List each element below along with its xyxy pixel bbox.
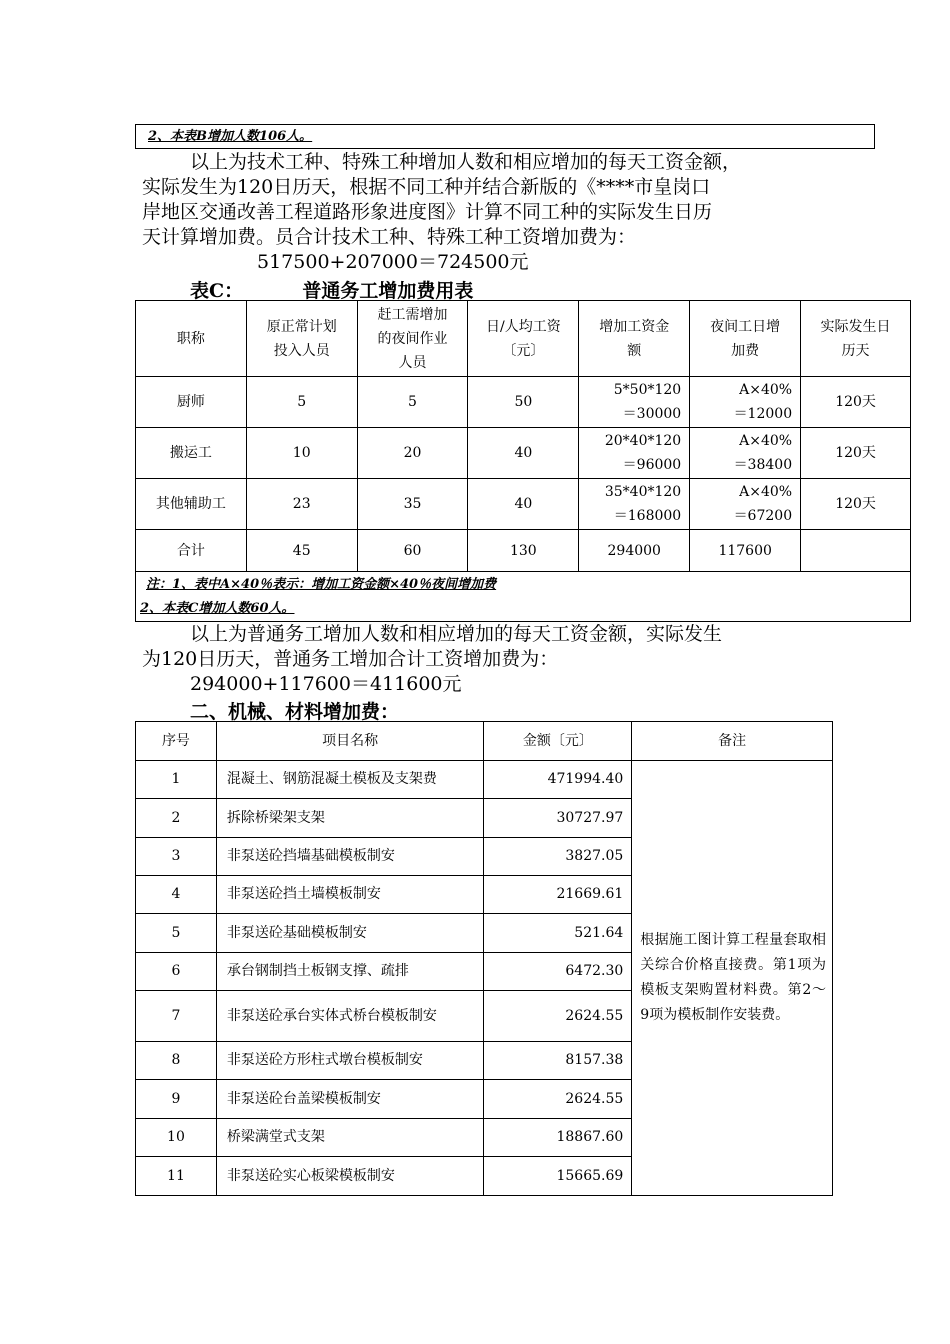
cell-no: 6: [136, 953, 217, 991]
header-planned: 原正常计划 投入人员: [246, 301, 357, 377]
cell-amount: 521.64: [484, 914, 632, 953]
cell-amount: 6472.30: [484, 953, 632, 991]
cell-daily-wage: 40: [468, 428, 579, 479]
cell-planned: 45: [246, 530, 357, 572]
cell-no: 5: [136, 914, 217, 953]
cell-night-fee: 117600: [690, 530, 801, 572]
table-row: [136, 428, 911, 479]
cell-wage-increase: 5*50*120 ＝30000: [579, 377, 690, 428]
cell-no: 3: [136, 838, 217, 876]
header-wage-increase: 增加工资金 额: [579, 301, 690, 377]
cell-no: 10: [136, 1119, 217, 1157]
cell-no: 8: [136, 1042, 217, 1080]
table-c-label: 表C：: [190, 280, 244, 302]
cell-no: 7: [136, 991, 217, 1042]
cell-planned: 5: [246, 377, 357, 428]
cell-amount: 18867.60: [484, 1119, 632, 1157]
cell-name: 承台钢制挡土板钢支撑、疏排: [216, 953, 484, 991]
cell-amount: 471994.40: [484, 761, 632, 799]
header-name: 项目名称: [216, 722, 484, 761]
paragraph-1-line-2: 实际发生为120日历天，根据不同工种并结合新版的《****市皇岗口: [142, 176, 711, 198]
cell-night-extra: 20: [357, 428, 468, 479]
cell-night-extra: 35: [357, 479, 468, 530]
table-c-notes: [136, 572, 911, 622]
cell-actual-days: [801, 530, 911, 572]
cell-amount: 3827.05: [484, 838, 632, 876]
cell-no: 4: [136, 876, 217, 914]
paragraph-1-line-4: 天计算增加费。员合计技术工种、特殊工种工资增加费为：: [142, 226, 637, 248]
header-actual-days: 实际发生日 历天: [801, 301, 911, 377]
machinery-header-row: [136, 722, 833, 761]
cell-wage-increase: 20*40*120 ＝96000: [579, 428, 690, 479]
cell-title: 厨师: [136, 377, 247, 428]
paragraph-1-line-3: 岸地区交通改善工程道路形象进度图》计算不同工种的实际发生日历: [142, 201, 713, 223]
table-c-note-row: [136, 572, 911, 622]
cell-remark: 根据施工图计算工程量套取相关综合价格直接费。第1项为模板支架购置材料费。第2～9项为模板制作安装费。: [632, 761, 833, 1196]
machinery-table: [135, 721, 833, 1196]
cell-daily-wage: 40: [468, 479, 579, 530]
cell-planned: 23: [246, 479, 357, 530]
cell-wage-increase: 35*40*120 ＝168000: [579, 479, 690, 530]
table-c-note-2: 2、本表C增加人数60人。: [140, 600, 295, 616]
header-daily-wage: 日/人均工资 〔元〕: [468, 301, 579, 377]
cell-no: 9: [136, 1080, 217, 1119]
cell-night-fee: A×40% ＝12000: [690, 377, 801, 428]
cell-amount: 30727.97: [484, 799, 632, 838]
table-c-title: 普通务工增加费用表: [302, 280, 474, 302]
table-c-note-1: 注：1、表中A×40％表示：增加工资金额×40％夜间增加费: [146, 576, 497, 592]
cell-amount: 21669.61: [484, 876, 632, 914]
table-b-note-text: 2、本表B增加人数106人。: [148, 129, 313, 144]
cell-title: 其他辅助工: [136, 479, 247, 530]
cell-name: 拆除桥梁架支架: [216, 799, 484, 838]
table-row: [136, 761, 833, 799]
cell-actual-days: 120天: [801, 479, 911, 530]
table-b-note: [135, 124, 875, 149]
paragraph-2-line-1: 以上为普通务工增加人数和相应增加的每天工资金额，实际发生: [190, 623, 723, 645]
cell-name: 非泵送砼方形柱式墩台模板制安: [216, 1042, 484, 1080]
table-row: [136, 479, 911, 530]
cell-name: 混凝土、钢筋混凝土模板及支架费: [216, 761, 484, 799]
cell-name: 非泵送砼实心板梁模板制安: [216, 1157, 484, 1196]
cell-night-fee: A×40% ＝38400: [690, 428, 801, 479]
paragraph-2: [142, 622, 842, 697]
formula-1: 517500+207000＝724500元: [257, 251, 529, 273]
paragraph-1: [142, 150, 842, 275]
cell-night-extra: 60: [357, 530, 468, 572]
cell-amount: 8157.38: [484, 1042, 632, 1080]
cell-name: 非泵送砼基础模板制安: [216, 914, 484, 953]
cell-title: 搬运工: [136, 428, 247, 479]
cell-daily-wage: 50: [468, 377, 579, 428]
cell-name: 非泵送砼承台实体式桥台模板制安: [216, 991, 484, 1042]
paragraph-2-line-2: 为120日历天，普通务工增加合计工资增加费为：: [142, 648, 559, 670]
cell-actual-days: 120天: [801, 428, 911, 479]
table-total-row: [136, 530, 911, 572]
formula-2: 294000+117600＝411600元: [190, 673, 462, 695]
cell-no: 2: [136, 799, 217, 838]
cell-no: 11: [136, 1157, 217, 1196]
cell-name: 非泵送砼挡墙基础模板制安: [216, 838, 484, 876]
section-2-title: 二、机械、材料增加费：: [190, 701, 400, 723]
cell-night-extra: 5: [357, 377, 468, 428]
cell-amount: 2624.55: [484, 991, 632, 1042]
header-amount: 金额〔元〕: [484, 722, 632, 761]
cell-planned: 10: [246, 428, 357, 479]
header-no: 序号: [136, 722, 217, 761]
table-c: [135, 300, 911, 622]
paragraph-1-line-1: 以上为技术工种、特殊工种增加人数和相应增加的每天工资金额，: [190, 151, 742, 173]
cell-name: 非泵送砼台盖梁模板制安: [216, 1080, 484, 1119]
header-night-extra: 赶工需增加 的夜间作业 人员: [357, 301, 468, 377]
cell-daily-wage: 130: [468, 530, 579, 572]
cell-wage-increase: 294000: [579, 530, 690, 572]
header-night-fee: 夜间工日增 加费: [690, 301, 801, 377]
cell-amount: 2624.55: [484, 1080, 632, 1119]
header-title: 职称: [136, 301, 247, 377]
table-row: [136, 377, 911, 428]
table-c-header-row: [136, 301, 911, 377]
cell-no: 1: [136, 761, 217, 799]
cell-amount: 15665.69: [484, 1157, 632, 1196]
cell-night-fee: A×40% ＝67200: [690, 479, 801, 530]
cell-name: 桥梁满堂式支架: [216, 1119, 484, 1157]
cell-name: 非泵送砼挡土墙模板制安: [216, 876, 484, 914]
cell-title: 合计: [136, 530, 247, 572]
cell-actual-days: 120天: [801, 377, 911, 428]
header-remark: 备注: [632, 722, 833, 761]
table-c-heading: [190, 276, 473, 303]
